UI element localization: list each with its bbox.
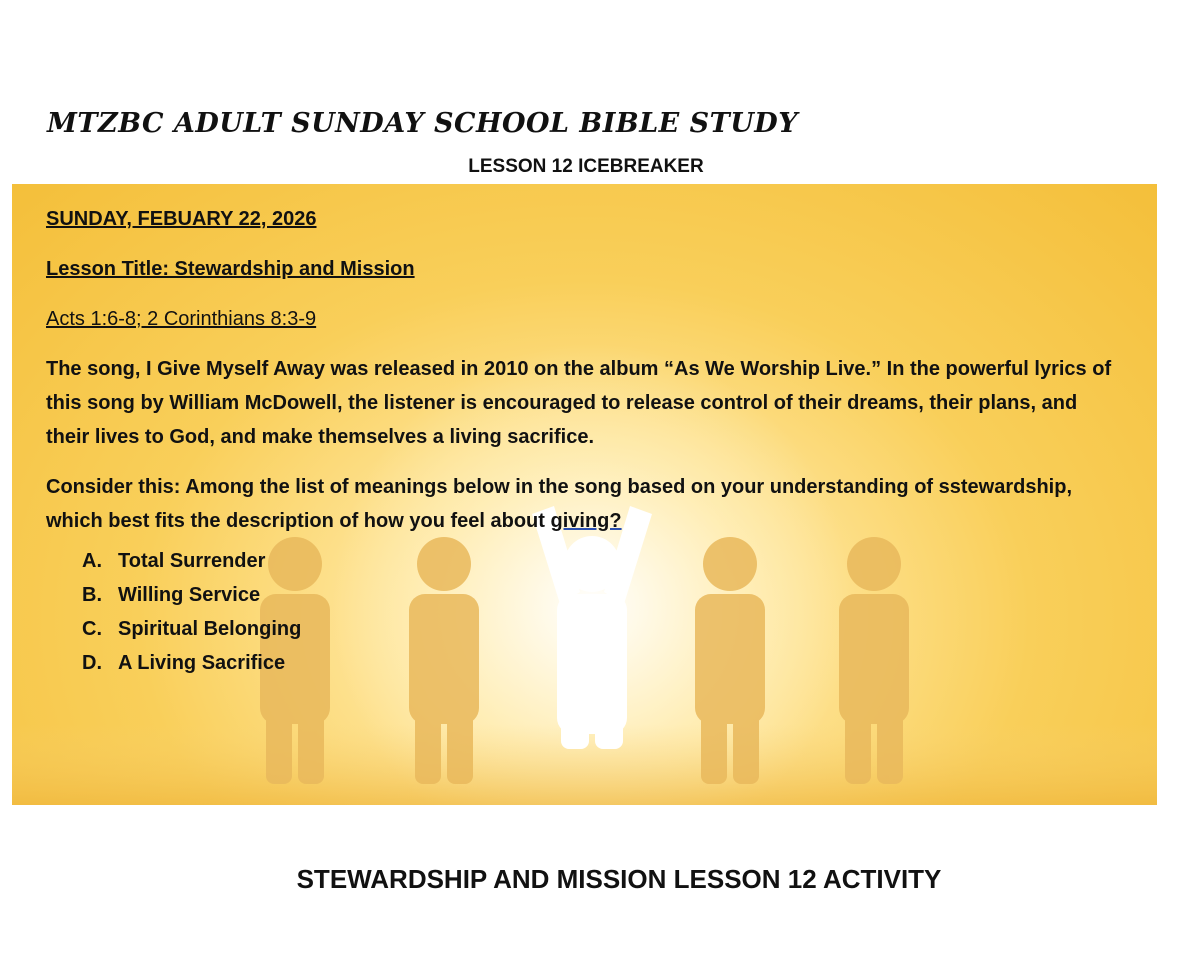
activity-heading: STEWARDSHIP AND MISSION LESSON 12 ACTIVITY <box>296 864 942 894</box>
intro-paragraph: The song, I Give Myself Away was released in 2010 on the album “As We Worship Live.” In the powerful lyrics of this song by William McDowell, the listener is encouraged to release control of their dreams, their plans, and their lives to God, and make themselves a living sacrifice. <box>46 358 1112 448</box>
lesson-content <box>46 202 1126 680</box>
option-text: A Living Sacrifice <box>118 652 286 674</box>
option-text: Total Surrender <box>118 550 266 572</box>
giving-link[interactable]: giving? <box>550 510 622 532</box>
option-letter: B. <box>82 584 102 606</box>
question-paragraph <box>46 470 1126 538</box>
option-text: Willing Service <box>118 584 261 606</box>
question-text: Consider this: Among the list of meanings below in the song based on your understanding of sstewardship, which best fits the description of how you feel about <box>46 476 1073 532</box>
option-letter: A. <box>82 550 102 572</box>
option-c <box>82 612 1126 646</box>
lesson-date: SUNDAY, FEBUARY 22, 2026 <box>46 208 317 230</box>
options-list <box>46 544 1126 680</box>
option-letter: D. <box>82 652 102 674</box>
lesson-title: Lesson Title: Stewardship and Mission <box>46 258 415 280</box>
option-b <box>82 578 1126 612</box>
lesson-subtitle: LESSON 12 ICEBREAKER <box>468 156 704 177</box>
page-title: MTZBC ADULT SUNDAY SCHOOL BIBLE STUDY <box>47 108 798 139</box>
option-a <box>82 544 1126 578</box>
option-d <box>82 646 1126 680</box>
icebreaker-panel <box>12 184 1157 805</box>
option-letter: C. <box>82 618 102 640</box>
option-text: Spiritual Belonging <box>118 618 302 640</box>
scripture-reference[interactable]: Acts 1:6-8; 2 Corinthians 8:3-9 <box>46 308 317 330</box>
